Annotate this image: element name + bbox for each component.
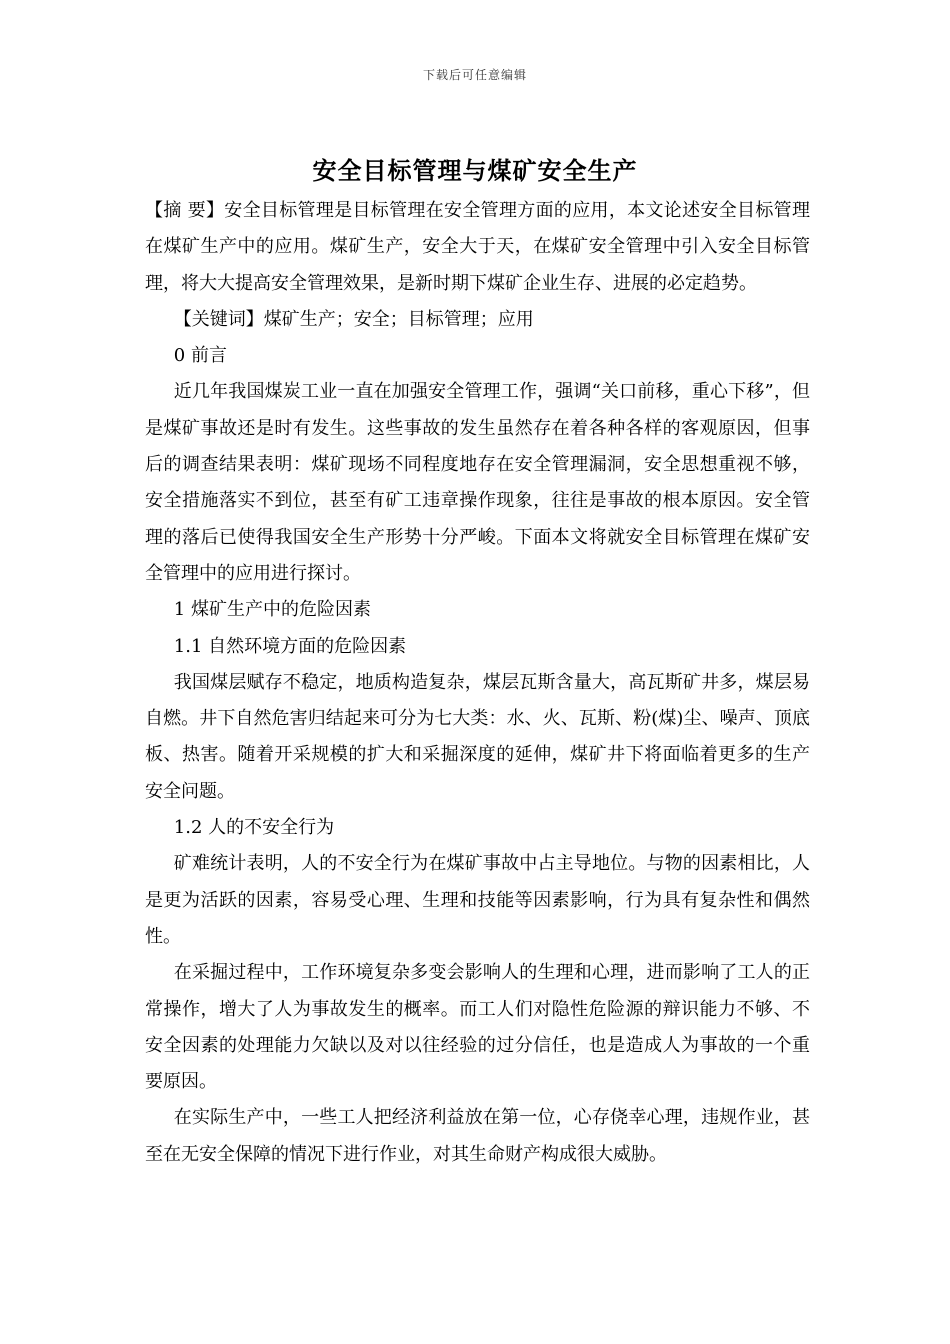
document-body bbox=[145, 193, 810, 1173]
subsection-heading: 1.1 自然环境方面的危险因素 bbox=[173, 635, 407, 657]
document-title: 安全目标管理与煤矿安全生产 bbox=[312, 157, 638, 185]
body-paragraph: 我国煤层赋存不稳定，地质构造复杂，煤层瓦斯含量大，高瓦斯矿井多，煤层易自燃。井下自然危害归结起来可分为七大类：水、火、瓦斯、粉(煤)尘、噪声、顶底板、热害。随着开采规模的扩大和采掘深度的延伸，煤矿井下将面临着更多的生产安全问题。 bbox=[145, 671, 810, 802]
body-paragraph: 在实际生产中，一些工人把经济利益放在第一位，心存侥幸心理，违规作业，甚至在无安全保障的情况下进行作业，对其生命财产构成很大威胁。 bbox=[145, 1107, 810, 1165]
abstract-label: 【摘 要】 bbox=[145, 200, 225, 221]
abstract-text: 安全目标管理是目标管理在安全管理方面的应用，本文论述安全目标管理在煤矿生产中的应用。煤矿生产，安全大于天，在煤矿安全管理中引入安全目标管理，将大大提高安全管理效果，是新时期下煤矿企业生存、进展的必定趋势。 bbox=[145, 200, 810, 294]
keywords-paragraph bbox=[145, 302, 810, 338]
keywords-text: 煤矿生产；安全；目标管理；应用 bbox=[263, 308, 534, 330]
body-paragraph: 矿难统计表明，人的不安全行为在煤矿事故中占主导地位。与物的因素相比，人是更为活跃的因素，容易受心理、生理和技能等因素影响，行为具有复杂性和偶然性。 bbox=[145, 853, 810, 947]
section-heading: 0 前言 bbox=[173, 345, 227, 367]
body-paragraph: 近几年我国煤炭工业一直在加强安全管理工作，强调“关口前移，重心下移”，但是煤矿事故还是时有发生。这些事故的发生虽然存在着各种各样的客观原因，但事后的调查结果表明：煤矿现场不同程度地存在安全管理漏洞，安全思想重视不够，安全措施落实不到位，甚至有矿工违章操作现象，往往是事故的根本原因。安全管理的落后已使得我国安全生产形势十分严峻。下面本文将就安全目标管理在煤矿安全管理中的应用进行探讨。 bbox=[145, 381, 810, 584]
body-paragraph: 在采掘过程中，工作环境复杂多变会影响人的生理和心理，进而影响了工人的正常操作，增大了人为事故发生的概率。而工人们对隐性危险源的辩识能力不够、不安全因素的处理能力欠缺以及对以往经验的过分信任，也是造成人为事故的一个重要原因。 bbox=[145, 962, 810, 1093]
section-heading: 1 煤矿生产中的危险因素 bbox=[173, 599, 371, 621]
abstract-paragraph bbox=[145, 193, 810, 302]
subsection-heading: 1.2 人的不安全行为 bbox=[173, 817, 335, 839]
header-note: 下载后可任意编辑 bbox=[422, 68, 527, 82]
keywords-label: 【关键词】 bbox=[173, 308, 264, 330]
